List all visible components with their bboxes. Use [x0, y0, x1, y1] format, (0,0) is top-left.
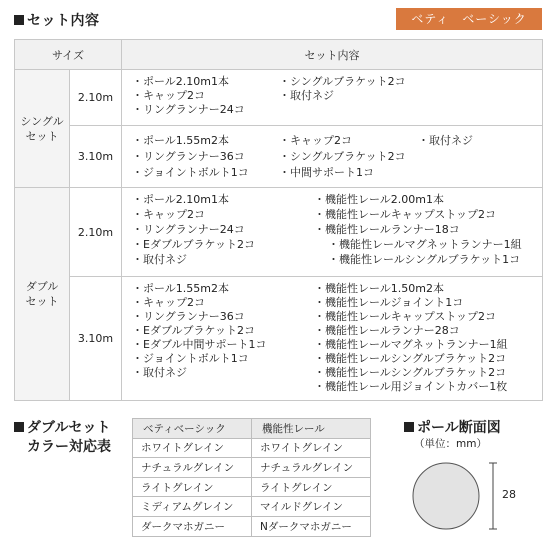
list-item: ・リングランナー36コ	[132, 310, 245, 323]
list-item: ・取付ネジ	[279, 89, 334, 102]
table-row	[15, 188, 543, 277]
table-header-row	[15, 40, 543, 70]
list-item: ・キャップ2コ	[132, 208, 205, 221]
color-cell: ミディアムグレイン	[133, 497, 252, 517]
color-table-title	[14, 419, 111, 457]
list-item: ・キャップ2コ	[132, 296, 205, 309]
color-compatibility-table	[132, 418, 371, 537]
header-contents: セット内容	[122, 40, 543, 70]
double-label-line1: ダブル	[25, 280, 59, 293]
length-cell: 2.10m	[70, 188, 122, 277]
table-row	[15, 277, 543, 401]
color-cell: ホワイトグレイン	[252, 438, 371, 458]
list-item: ・Eダブル中間サポート1コ	[132, 338, 267, 351]
set-contents-table	[14, 39, 543, 401]
header-functional-rail: 機能性レール	[252, 419, 371, 439]
color-title-line1: ダブルセット	[14, 419, 111, 438]
table-row	[133, 497, 371, 517]
list-item: ・ジョイントボルト1コ	[132, 352, 249, 365]
single-label-line2: セット	[25, 129, 59, 143]
list-item: ・機能性レール1.50m2本	[314, 282, 444, 295]
list-item: ・ポール1.55m2本	[132, 282, 229, 295]
list-item: ・機能性レールランナー18コ	[314, 223, 460, 236]
contents-cell	[122, 188, 543, 277]
contents-cell	[122, 70, 543, 126]
color-cell: ナチュラルグレイン	[252, 458, 371, 478]
unit-label: （単位：mm）	[414, 438, 487, 450]
list-item: ・シングルブラケット2コ	[279, 75, 406, 88]
list-item: ・ポール2.10m1本	[132, 75, 229, 88]
list-item: ・ポール1.55m2本	[132, 134, 229, 147]
color-cell: Nダークマホガニー	[252, 516, 371, 536]
list-item: ・リングランナー36コ	[132, 150, 245, 163]
list-item: ・キャップ2コ	[279, 134, 352, 147]
color-cell: ライトグレイン	[252, 477, 371, 497]
list-item: ・中間サポート1コ	[279, 166, 374, 179]
color-header-row	[133, 419, 371, 439]
color-cell: ナチュラルグレイン	[133, 458, 252, 478]
pole-section-title: ポール断面図	[404, 419, 501, 438]
pole-circle	[413, 463, 479, 529]
list-item: ・機能性レールマグネットランナー1組	[314, 338, 508, 351]
square-bullet-icon	[14, 422, 24, 432]
list-item: ・機能性レールランナー28コ	[314, 324, 460, 337]
color-cell: マイルドグレイン	[252, 497, 371, 517]
single-label-line1: シングル	[20, 114, 64, 128]
list-item: ・シングルブラケット2コ	[279, 150, 406, 163]
list-item: ・機能性レール用ジョイントカバー1枚	[314, 380, 508, 393]
color-cell: ホワイトグレイン	[133, 438, 252, 458]
list-item: ・Eダブルブラケット2コ	[132, 324, 255, 337]
list-item: ・キャップ2コ	[132, 89, 205, 102]
dimension-label: 28	[502, 488, 516, 501]
header-betty-basic: ベティベーシック	[133, 419, 252, 439]
square-bullet-icon	[404, 422, 414, 432]
product-badge: ベティ ベーシック	[396, 8, 542, 30]
color-title-line2: カラー対応表	[27, 439, 111, 455]
list-item: ・Eダブルブラケット2コ	[132, 238, 255, 251]
table-row	[133, 458, 371, 478]
table-row	[15, 126, 543, 188]
length-cell: 2.10m	[70, 70, 122, 126]
list-item: ・機能性レールキャップストップ2コ	[314, 208, 497, 221]
color-cell: ライトグレイン	[133, 477, 252, 497]
contents-cell	[122, 277, 543, 401]
list-item: ・機能性レール2.00m1本	[314, 193, 444, 206]
table-row	[15, 70, 543, 126]
single-set-label	[15, 70, 70, 188]
double-label-line2: セット	[25, 295, 59, 308]
contents-cell	[122, 126, 543, 188]
length-cell: 3.10m	[70, 126, 122, 188]
list-item: ・機能性レールシングルブラケット2コ	[314, 352, 507, 365]
list-item: ・リングランナー24コ	[132, 103, 245, 116]
list-item: ・機能性レールキャップストップ2コ	[314, 310, 497, 323]
list-item: ・ジョイントボルト1コ	[132, 166, 249, 179]
table-row	[133, 516, 371, 536]
section-title-set-contents: セット内容	[14, 10, 100, 30]
table-row	[133, 438, 371, 458]
square-bullet-icon	[14, 15, 24, 25]
list-item: ・機能性レールマグネットランナー1組	[328, 238, 522, 251]
header-size: サイズ	[15, 40, 122, 70]
length-cell: 3.10m	[70, 277, 122, 401]
double-set-label	[15, 188, 70, 401]
list-item: ・機能性レールシングルブラケット1コ	[328, 253, 521, 266]
list-item: ・ポール2.10m1本	[132, 193, 229, 206]
list-item: ・取付ネジ	[132, 366, 187, 379]
list-item: ・リングランナー24コ	[132, 223, 245, 236]
color-cell: ダークマホガニー	[133, 516, 252, 536]
list-item: ・機能性レールシングルブラケット2コ	[314, 366, 507, 379]
list-item: ・取付ネジ	[418, 134, 473, 147]
table-row	[133, 477, 371, 497]
list-item: ・取付ネジ	[132, 253, 187, 266]
list-item: ・機能性レールジョイント1コ	[314, 296, 464, 309]
